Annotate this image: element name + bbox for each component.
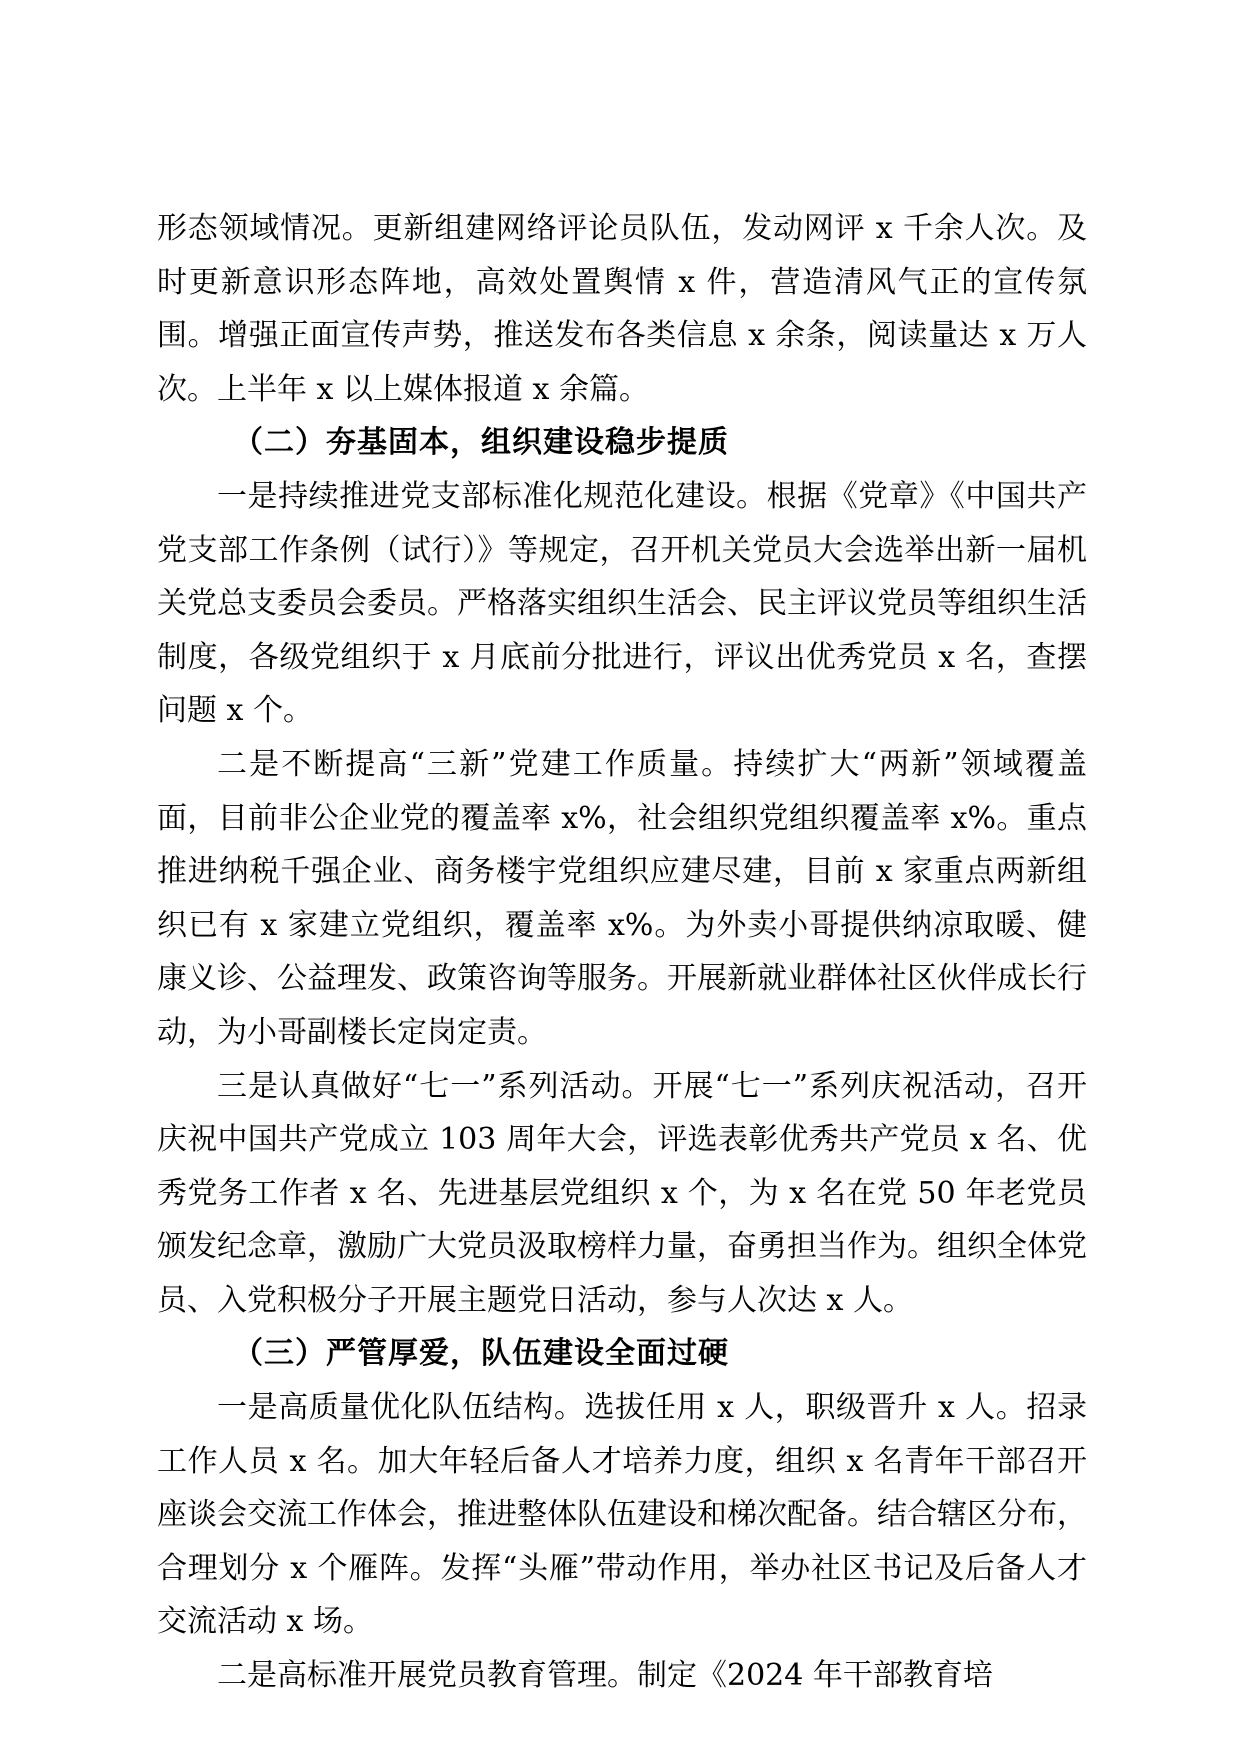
document-body [157,202,1087,1703]
section-heading-organization: （二）夯基固本，组织建设稳步提质 [233,425,729,461]
paragraph-team-structure: 一是高质量优化队伍结构。选拔任用 x 人，职级晋升 x 人。招录工作人员 x 名。加大年轻后备人才培养力度，组织 x 名青年干部召开座谈会交流工作体会，推进整体队伍建设和梯次配备。结合辖区分布，合理划分 x 个雁阵。发挥“头雁”带动作用，举办社区书记及后备人才交流活动 x 场。 [157,1390,1087,1640]
paragraph-ideology-continued: 形态领域情况。更新组建网络评论员队伍，发动网评 x 千余人次。及时更新意识形态阵地，高效处置舆情 x 件，营造清风气正的宣传氛围。增强正面宣传声势，推送发布各类信息 x 余条，阅读量达 x 万人次。上半年 x 以上媒体报道 x 余篇。 [157,211,1087,407]
paragraph-three-new-party-building: 二是不断提高“三新”党建工作质量。持续扩大“两新”领域覆盖面，目前非公企业党的覆盖率 x%，社会组织党组织覆盖率 x%。重点推进纳税千强企业、商务楼宇党组织应建尽建，目前 x 家重点两新组织已有 x 家建立党组织，覆盖率 x%。为外卖小哥提供纳凉取暖、健康义诊、公益理发、政策咨询等服务。开展新就业群体社区伙伴成长行动，为小哥副楼长定岗定责。 [157,746,1087,1050]
section-heading-team-building: （三）严管厚爱，队伍建设全面过硬 [233,1336,729,1372]
paragraph-july-first-activities: 三是认真做好“七一”系列活动。开展“七一”系列庆祝活动，召开庆祝中国共产党成立 103 周年大会，评选表彰优秀共产党员 x 名、优秀党务工作者 x 名、先进基层党组织 x 个，为 x 名在党 50 年老党员颁发纪念章，激励广大党员汲取榜样力量，奋勇担当作为。组织全体党员、入党积极分子开展主题党日活动，参与人次达 x 人。 [157,1068,1087,1318]
paragraph-member-education: 二是高标准开展党员教育管理。制定《2024 年干部教育培 [217,1658,993,1694]
paragraph-branch-standardization: 一是持续推进党支部标准化规范化建设。根据《党章》《中国共产党支部工作条例（试行）》等规定，召开机关党员大会选举出新一届机关党总支委员会委员。严格落实组织生活会、民主评议党员等组织生活制度，各级党组织于 x 月底前分批进行，评议出优秀党员 x 名，查摆问题 x 个。 [157,478,1087,729]
